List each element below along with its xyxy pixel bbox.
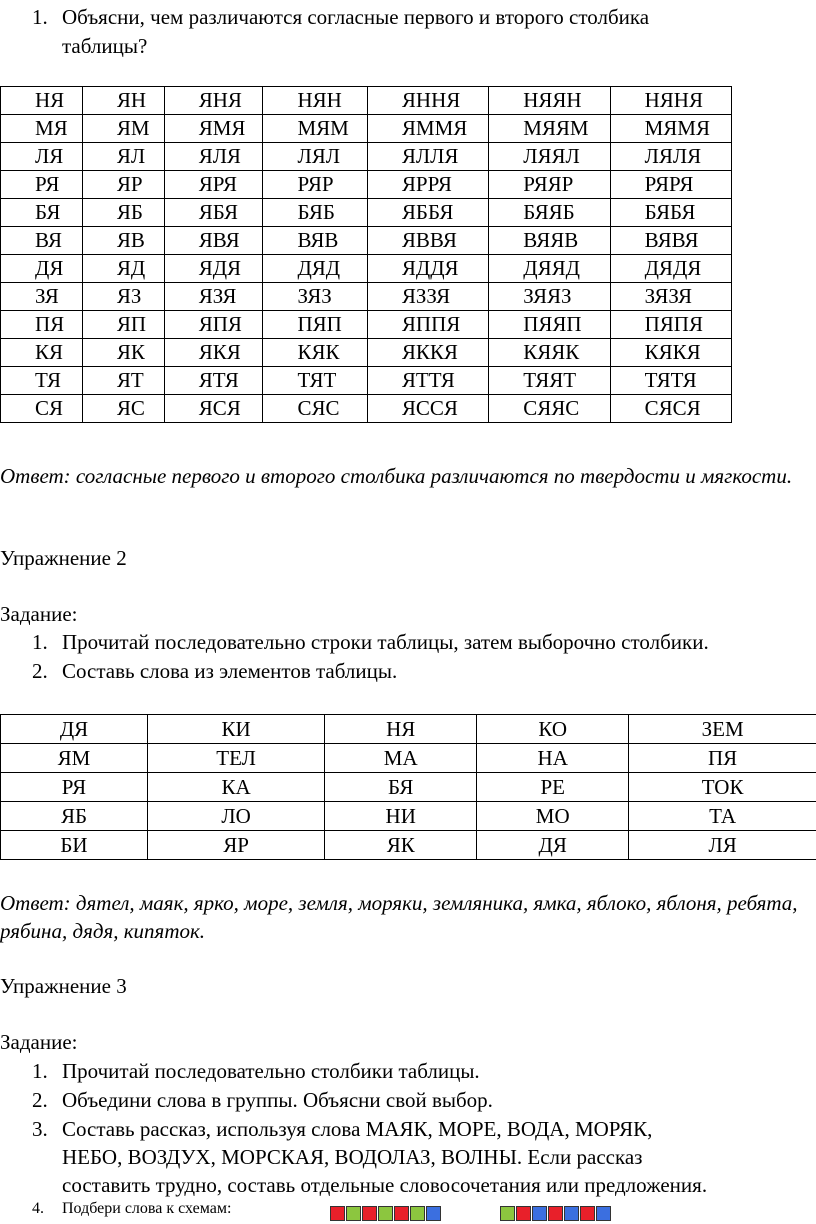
table-cell: ЗЯЗ (263, 283, 367, 311)
table-cell: ТЯТ (263, 367, 367, 395)
table-cell: БЯБ (263, 199, 367, 227)
table-cell: КИ (147, 715, 324, 744)
table-cell: ЯПЯ (164, 311, 263, 339)
scheme-square-green (378, 1206, 393, 1221)
table-cell: ПЯ (1, 311, 83, 339)
table-cell: ЗЯЗЯ (610, 283, 731, 311)
table-cell: ЗЯ (1, 283, 83, 311)
table-cell: ЯЛЯ (164, 143, 263, 171)
table-cell: БЯБЯ (610, 199, 731, 227)
table-cell: КЯ (1, 339, 83, 367)
table-cell: БЯ (1, 199, 83, 227)
table-cell: СЯС (263, 395, 367, 423)
table-cell: ЯССЯ (367, 395, 488, 423)
list-number: 2. (32, 1088, 48, 1112)
table-cell: ЯККЯ (367, 339, 488, 367)
table-cell: ЯМ (82, 115, 164, 143)
table-row (1, 143, 732, 171)
table-cell: ВЯ (1, 227, 83, 255)
table-cell: ЯН (82, 87, 164, 115)
table-cell: ЯЛ (82, 143, 164, 171)
table-row (1, 744, 816, 773)
table-row (1, 87, 732, 115)
task-text: Прочитай последовательно строки таблицы, затем выборочно столбики. (62, 630, 709, 654)
table-cell: ЯСЯ (164, 395, 263, 423)
task-list (0, 629, 816, 689)
table-cell: ЛЯЯЛ (489, 143, 610, 171)
table-row (1, 831, 816, 860)
table-row (1, 395, 732, 423)
question-line: Объясни, чем различаются согласные первого и второго столбика (62, 5, 650, 29)
table-cell: ЯВ (82, 227, 164, 255)
table-cell: ПЯПЯ (610, 311, 731, 339)
table-cell: МЯЯМ (489, 115, 610, 143)
list-number: 1. (32, 5, 48, 29)
table-row (1, 283, 732, 311)
table-cell: ЯМЯ (164, 115, 263, 143)
table-cell: МЯМ (263, 115, 367, 143)
syllable-table (0, 86, 732, 423)
table-cell: ЯТТЯ (367, 367, 488, 395)
table-cell: ЗЕМ (629, 715, 816, 744)
table-cell: ДЯДЯ (610, 255, 731, 283)
table-cell: ЯББЯ (367, 199, 488, 227)
table-cell: ЯД (82, 255, 164, 283)
scheme-square-red (362, 1206, 377, 1221)
table-cell: НЯНЯ (610, 87, 731, 115)
scheme-square-red (330, 1206, 345, 1221)
exercise-heading: Упражнение 3 (0, 974, 127, 998)
list-number: 1. (32, 630, 48, 654)
task-text: Прочитай последовательно столбики таблицы. (62, 1059, 480, 1083)
table-cell: СЯЯС (489, 395, 610, 423)
table-cell: ЛЯ (1, 143, 83, 171)
table-cell: ЯДЯ (164, 255, 263, 283)
task-list (0, 1058, 816, 1204)
scheme-square-green (500, 1206, 515, 1221)
table-cell: ЛЯЛЯ (610, 143, 731, 171)
table-cell: ЛЯ (629, 831, 816, 860)
scheme-square-red (548, 1206, 563, 1221)
table-cell: ЯЗЗЯ (367, 283, 488, 311)
table-cell: ЯМ (1, 744, 148, 773)
table-cell: ЯППЯ (367, 311, 488, 339)
table-cell: РЕ (477, 773, 629, 802)
table-cell: ТЯЯТ (489, 367, 610, 395)
task-label: Задание: (0, 602, 78, 626)
table-cell: ЯММЯ (367, 115, 488, 143)
table-row (1, 311, 732, 339)
table-cell: ЛО (147, 802, 324, 831)
table-cell: ЯЛЛЯ (367, 143, 488, 171)
table-row (1, 802, 816, 831)
task-text: Подбери слова к схемам: (62, 1200, 232, 1217)
task-text: Составь слова из элементов таблицы. (62, 659, 398, 683)
table-cell: ПЯЯП (489, 311, 610, 339)
table-cell: ЯННЯ (367, 87, 488, 115)
table-cell: РЯРЯ (610, 171, 731, 199)
table-cell: МО (477, 802, 629, 831)
table-cell: ЯЗ (82, 283, 164, 311)
table-cell: КЯК (263, 339, 367, 367)
question-line: таблицы? (62, 34, 148, 58)
table-cell: ЯЗЯ (164, 283, 263, 311)
table-cell: НЯ (325, 715, 477, 744)
table-cell: ТЕЛ (147, 744, 324, 773)
table-cell: ВЯЯВ (489, 227, 610, 255)
exercise1-question (0, 4, 816, 60)
table-row (1, 199, 732, 227)
scheme-square-red (580, 1206, 595, 1221)
task-text: Объедини слова в группы. Объясни свой выбор. (62, 1088, 493, 1112)
table-cell: ПЯП (263, 311, 367, 339)
scheme-square-green (410, 1206, 425, 1221)
table-cell: КЯКЯ (610, 339, 731, 367)
table-cell: ЯБ (1, 802, 148, 831)
table-cell: НЯЯН (489, 87, 610, 115)
table-row (1, 227, 732, 255)
table-cell: ПЯ (629, 744, 816, 773)
table-cell: ТОК (629, 773, 816, 802)
exercise-heading: Упражнение 2 (0, 546, 127, 570)
scheme-square-blue (426, 1206, 441, 1221)
table-cell: ЯРЯ (164, 171, 263, 199)
syllable-table (0, 714, 816, 860)
table-cell: ЯКЯ (164, 339, 263, 367)
scheme-square-red (394, 1206, 409, 1221)
table-cell: НЯН (263, 87, 367, 115)
table-cell: ЯП (82, 311, 164, 339)
table-cell: МЯ (1, 115, 83, 143)
table-cell: ТЯ (1, 367, 83, 395)
task-text: Составь рассказ, используя слова МАЯК, МОРЕ, ВОДА, МОРЯК, (62, 1117, 653, 1141)
table-cell: ДЯ (477, 831, 629, 860)
table-cell: ЛЯЛ (263, 143, 367, 171)
table-row (1, 255, 732, 283)
table-cell: ЯР (82, 171, 164, 199)
table-cell: ДЯД (263, 255, 367, 283)
answer-text: Ответ: согласные первого и второго столбика различаются по твердости и мягкости. (0, 464, 793, 488)
table-cell: РЯЯР (489, 171, 610, 199)
table-cell: РЯ (1, 773, 148, 802)
table-cell: РЯР (263, 171, 367, 199)
table-cell: СЯ (1, 395, 83, 423)
table-cell: ЗЯЯЗ (489, 283, 610, 311)
table-cell: ТЯТЯ (610, 367, 731, 395)
table-cell: КЯЯК (489, 339, 610, 367)
table-cell: КА (147, 773, 324, 802)
table-row (1, 171, 732, 199)
table-cell: ЯТЯ (164, 367, 263, 395)
table-row (1, 715, 816, 744)
table-cell: СЯСЯ (610, 395, 731, 423)
table-cell: КО (477, 715, 629, 744)
scheme-square-blue (532, 1206, 547, 1221)
list-number: 2. (32, 659, 48, 683)
table-cell: ДЯ (1, 255, 83, 283)
table-cell: ЯТ (82, 367, 164, 395)
table-row (1, 773, 816, 802)
table-cell: ЯВЯ (164, 227, 263, 255)
table-cell: ЯК (325, 831, 477, 860)
table-cell: ЯРРЯ (367, 171, 488, 199)
table-cell: ЯБЯ (164, 199, 263, 227)
scheme-square-blue (596, 1206, 611, 1221)
table-cell: ДЯЯД (489, 255, 610, 283)
table-cell: БЯЯБ (489, 199, 610, 227)
table-cell: ЯВВЯ (367, 227, 488, 255)
task-label: Задание: (0, 1030, 78, 1054)
table-cell: ВЯВ (263, 227, 367, 255)
table-cell: НА (477, 744, 629, 773)
table-cell: ЯР (147, 831, 324, 860)
list-number: 4. (32, 1200, 44, 1217)
table-cell: ЯК (82, 339, 164, 367)
table-row (1, 367, 732, 395)
table-cell: МА (325, 744, 477, 773)
sound-scheme-1 (330, 1206, 442, 1222)
table-cell: НИ (325, 802, 477, 831)
table-cell: БИ (1, 831, 148, 860)
table-cell: ЯБ (82, 199, 164, 227)
table-cell: ВЯВЯ (610, 227, 731, 255)
table-cell: ДЯ (1, 715, 148, 744)
list-number: 3. (32, 1117, 48, 1141)
task-text: составить трудно, составь отдельные словосочетания или предложения. (62, 1173, 708, 1197)
scheme-square-red (516, 1206, 531, 1221)
answer-text: Ответ: дятел, маяк, ярко, море, земля, моряки, земляника, ямка, яблоко, яблоня, ребята, рябина, дядя, кипяток. (0, 891, 798, 943)
sound-scheme-2 (500, 1206, 612, 1222)
scheme-square-green (346, 1206, 361, 1221)
table-row (1, 339, 732, 367)
table-cell: МЯМЯ (610, 115, 731, 143)
list-number: 1. (32, 1059, 48, 1083)
table-cell: ЯНЯ (164, 87, 263, 115)
table-cell: ЯС (82, 395, 164, 423)
table-cell: ЯДДЯ (367, 255, 488, 283)
table-row (1, 115, 732, 143)
table-cell: РЯ (1, 171, 83, 199)
table-cell: БЯ (325, 773, 477, 802)
table-cell: НЯ (1, 87, 83, 115)
scheme-square-blue (564, 1206, 579, 1221)
task-text: НЕБО, ВОЗДУХ, МОРСКАЯ, ВОДОЛАЗ, ВОЛНЫ. Если рассказ (62, 1145, 643, 1169)
table-cell: ТА (629, 802, 816, 831)
